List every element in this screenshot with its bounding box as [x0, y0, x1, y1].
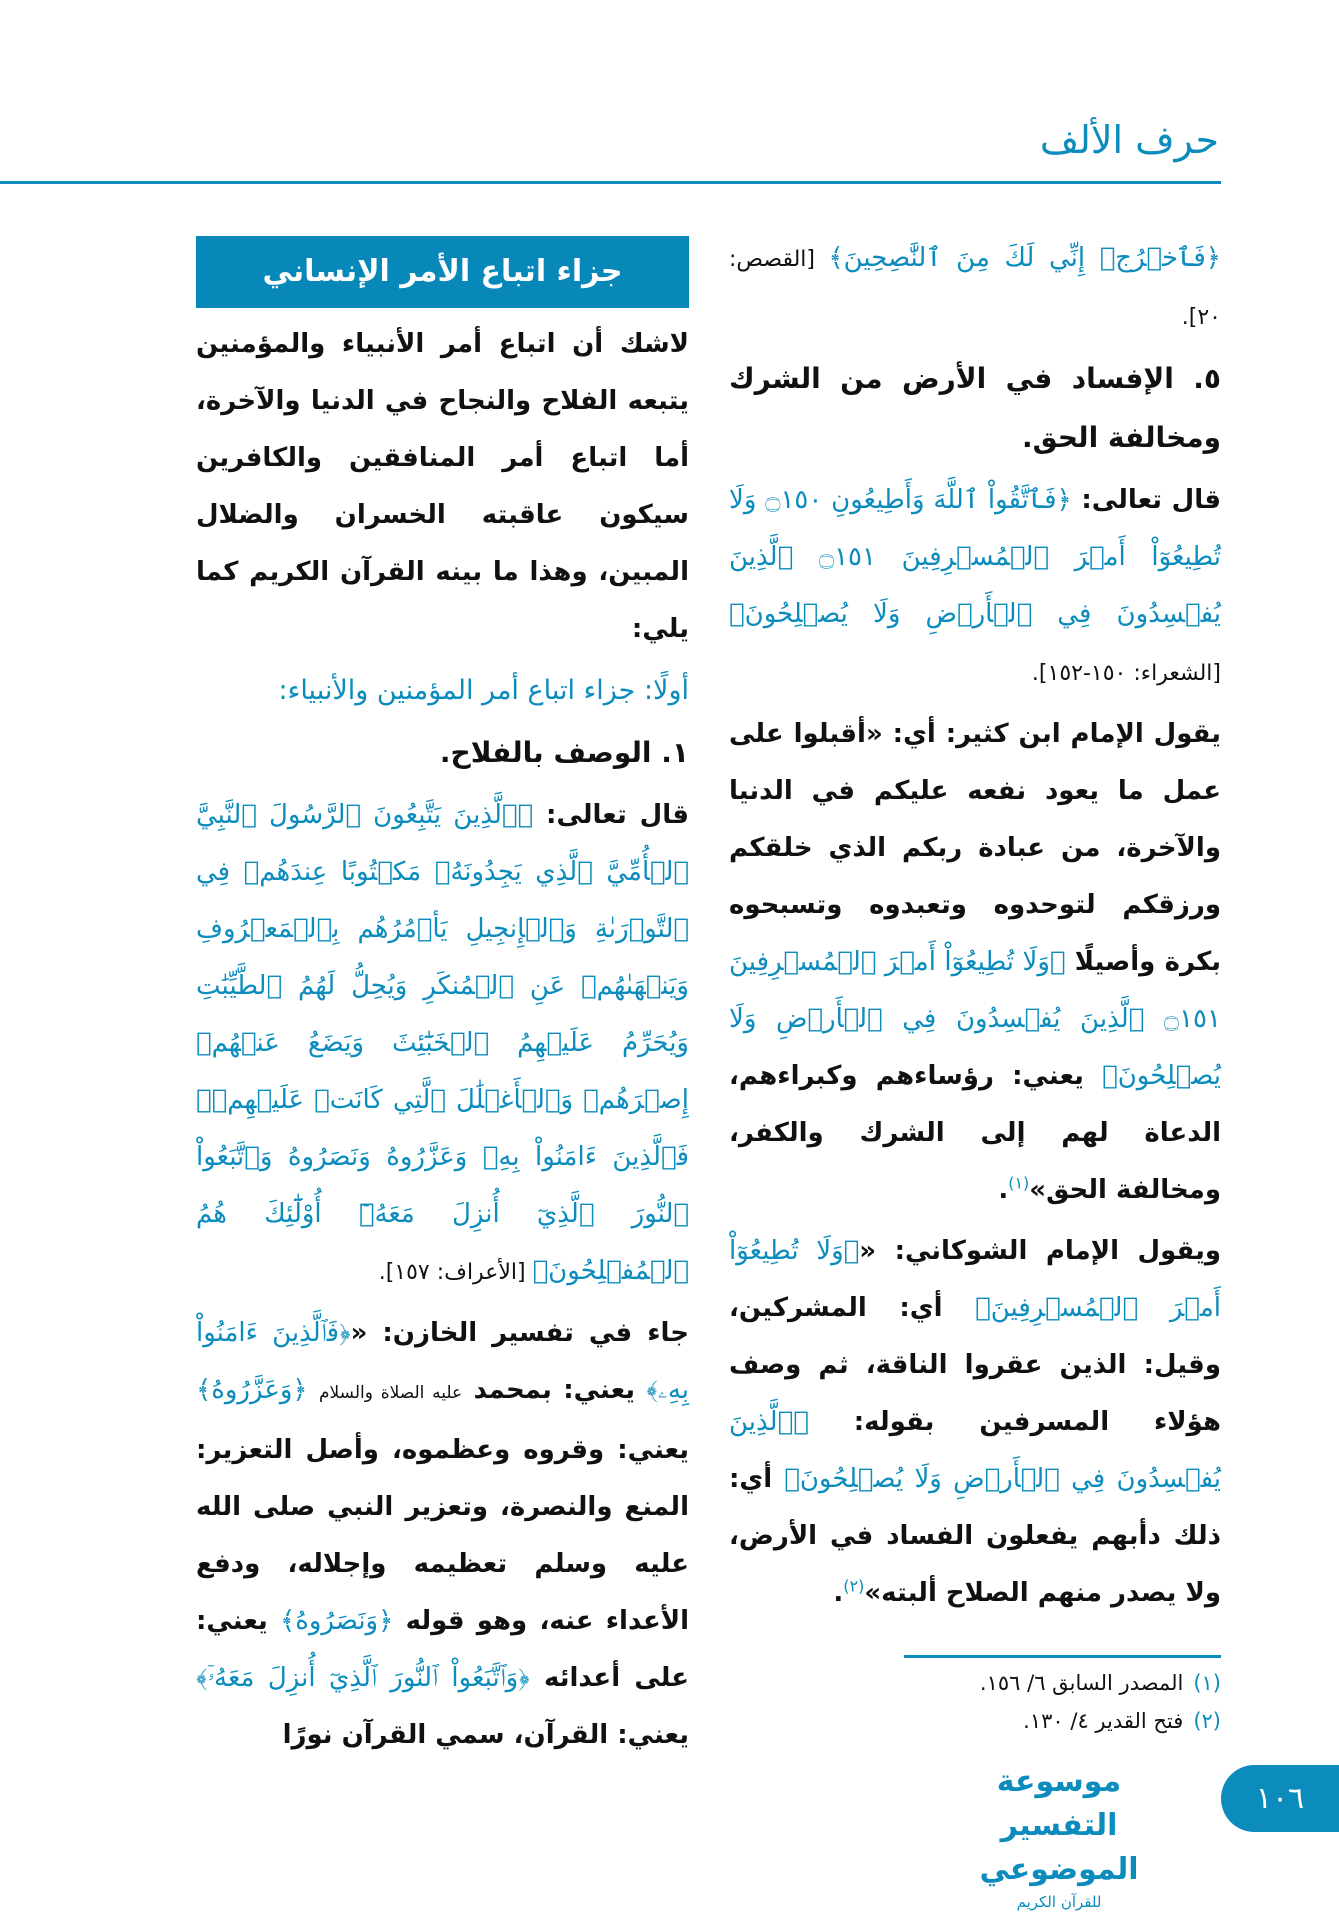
footnote-divider [904, 1655, 1221, 1658]
paragraph [729, 706, 1221, 1219]
body-text: أي: المشركين، وقيل: الذين عقروا الناقة، ثم وصف هؤلاء المسرفين بقوله: [729, 1293, 1221, 1437]
body-text: قال تعالى: [533, 800, 689, 830]
footnote-marker: (١) [1008, 1173, 1030, 1193]
body-text: يقول الإمام ابن كثير: أي: «أقبلوا على عمل ما يعود نفعه عليكم في الدنيا والآخرة، من عبادة ربكم الذي خلقكم ورزقكم لتوحدوه وتعبدوه وتسبحوه بكرة وأصيلًا [729, 719, 1222, 977]
body-text: ويقول الإمام الشوكاني: « [859, 1236, 1222, 1266]
paragraph [196, 787, 689, 1301]
body-text: يعني: رؤساءهم وكبراءهم، الدعاة لهم إلى الشرك والكفر، ومخالفة الحق» [729, 1061, 1221, 1205]
body-text [308, 1375, 319, 1405]
honorific-text: عليه الصلاة والسلام [319, 1383, 463, 1403]
quran-verse: ﴿وَعَزَّرُوهُ﴾ [196, 1375, 308, 1405]
section-title: جزاء اتباع الأمر الإنساني [196, 236, 689, 308]
quran-verse: ﴿فَٱتَّقُواْ ٱللَّهَ وَأَطِيعُونِ ۝١٥٠ وَلَا تُطِيعُوٓاْ أَمۡرَ ٱلۡمُسۡرِفِينَ ۝١٥١ ٱلَّذِينَ يُفۡسِدُونَ فِي ٱلۡأَرۡضِ وَلَا يُصۡلِحُونَ﴾ [729, 485, 1221, 629]
quran-verse: ﴿وَلَا تُطِيعُوٓاْ أَمۡرَ ٱلۡمُسۡرِفِينَ ۝١٥١ ٱلَّذِينَ يُفۡسِدُونَ فِي ٱلۡأَرۡضِ وَلَا يُصۡلِحُونَ﴾ [729, 947, 1221, 1091]
paragraph [196, 724, 689, 783]
header-divider [0, 181, 1221, 184]
body-text: أي: ذلك دأبهم يفعلون الفساد في الأرض، ولا يصدر منهم الصلاح ألبته» [729, 1464, 1221, 1608]
quran-verse: ﴿وَٱتَّبَعُواْ ٱلنُّورَ ٱلَّذِيٓ أُنزِلَ مَعَهُۥٓ﴾ [196, 1663, 530, 1693]
footnote-number: (١) [1193, 1671, 1221, 1695]
verse-reference: [الشعراء: ١٥٠-١٥٢]. [1031, 661, 1221, 686]
verse-reference: [الأعراف: ١٥٧]. [378, 1260, 533, 1285]
paragraph [729, 350, 1221, 468]
page-number: ١٠٦ [1221, 1765, 1339, 1832]
footnote-1 [880, 1665, 1221, 1701]
quran-verse: ﴿ٱلَّذِينَ يَتَّبِعُونَ ٱلرَّسُولَ ٱلنَّبِيَّ ٱلۡأُمِّيَّ ٱلَّذِي يَجِدُونَهُۥ مَكۡتُوبًا عِندَهُمۡ فِي ٱلتَّوۡرَىٰةِ وَٱلۡإِنجِيلِ يَأۡمُرُهُم بِٱلۡمَعۡرُوفِ وَيَنۡهَىٰهُمۡ عَنِ ٱلۡمُنكَرِ وَيُحِلُّ لَهُمُ ٱلطَّيِّبَٰتِ وَيُحَرِّمُ عَلَيۡهِمُ ٱلۡخَبَٰٓئِثَ وَيَضَعُ عَنۡهُمۡ إِصۡرَهُمۡ وَٱلۡأَغۡلَٰلَ ٱلَّتِي كَانَتۡ عَلَيۡهِمۡۚ فَٱلَّذِينَ ءَامَنُواْ بِهِۦ وَعَزَّرُوهُ وَنَصَرُوهُ وَٱتَّبَعُواْ ٱلنُّورَ ٱلَّذِيٓ أُنزِلَ مَعَهُۥٓ أُوْلَٰٓئِكَ هُمُ ٱلۡمُفۡلِحُونَ﴾ [196, 800, 689, 1286]
body-text: يعني: وقروه وعظموه، وأصل التعزير: المنع والنصرة، وتعزير النبي صلى الله عليه وسلم تعظيمه وإجلاله، ودفع الأعداء عنه، وهو قوله [196, 1435, 689, 1636]
body-text: . [998, 1175, 1009, 1205]
body-text: . [833, 1578, 844, 1608]
logo-title: موسوعة التفسير الموضوعي [979, 1764, 1139, 1887]
body-text: يعني: القرآن، سمي القرآن نورًا [282, 1720, 689, 1750]
footnote-number: (٢) [1193, 1709, 1221, 1733]
publication-logo [934, 1760, 1184, 1911]
paragraph [196, 316, 689, 658]
paragraph [729, 1223, 1221, 1622]
quran-verse: ﴿وَلَا تُطِيعُوٓاْ أَمۡرَ ٱلۡمُسۡرِفِينَ﴾ [729, 1236, 1221, 1323]
footnote-2 [880, 1703, 1221, 1739]
chapter-title: حرف الألف [1039, 118, 1219, 162]
footnote-text: المصدر السابق ٦/ ١٥٦. [979, 1671, 1184, 1695]
body-text: لاشك أن اتباع أمر الأنبياء والمؤمنين يتبعه الفلاح والنجاح في الدنيا والآخرة، أما اتباع أمر المنافقين والكافرين سيكون عاقبته الخسران والضلال المبين، وهذا ما بينه القرآن الكريم كما يلي: [196, 329, 689, 644]
quran-verse: ﴿ٱلَّذِينَ يُفۡسِدُونَ فِي ٱلۡأَرۡضِ وَلَا يُصۡلِحُونَ﴾ [729, 1407, 1221, 1494]
right-column [729, 230, 1221, 1626]
subheading: ٥. الإفساد في الأرض من الشرك ومخالفة الحق. [729, 362, 1221, 454]
footnote-text: فتح القدير ٤/ ١٣٠. [1023, 1709, 1184, 1733]
body-text: جاء في تفسير الخازن: « [350, 1318, 690, 1348]
paragraph [729, 472, 1221, 702]
quran-verse: ﴿وَنَصَرُوهُ﴾ [280, 1606, 394, 1636]
body-text: قال تعالى: [1071, 485, 1221, 515]
verse-reference: [القصص: ٢٠]. [729, 247, 1221, 330]
quran-verse: ﴿فَٱخۡرُجۡ إِنِّي لَكَ مِنَ ٱلنَّٰصِحِينَ﴾ [828, 243, 1222, 273]
body-text: يعني: بمحمد [462, 1375, 647, 1405]
subheading: ١. الوصف بالفلاح. [439, 736, 689, 769]
paragraph [196, 662, 689, 720]
logo-subtitle: للقرآن الكريم [1016, 1893, 1102, 1911]
footnote-marker: (٢) [843, 1576, 865, 1596]
section-subheading: أولًا: جزاء اتباع أمر المؤمنين والأنبياء: [278, 675, 689, 706]
left-column [196, 236, 689, 1768]
quran-verse: ﴿فَٱلَّذِينَ ءَامَنُواْ بِهِۦ﴾ [196, 1318, 689, 1405]
paragraph [729, 230, 1221, 346]
body-text: يعني: على أعدائه [196, 1606, 689, 1693]
paragraph [196, 1305, 689, 1764]
